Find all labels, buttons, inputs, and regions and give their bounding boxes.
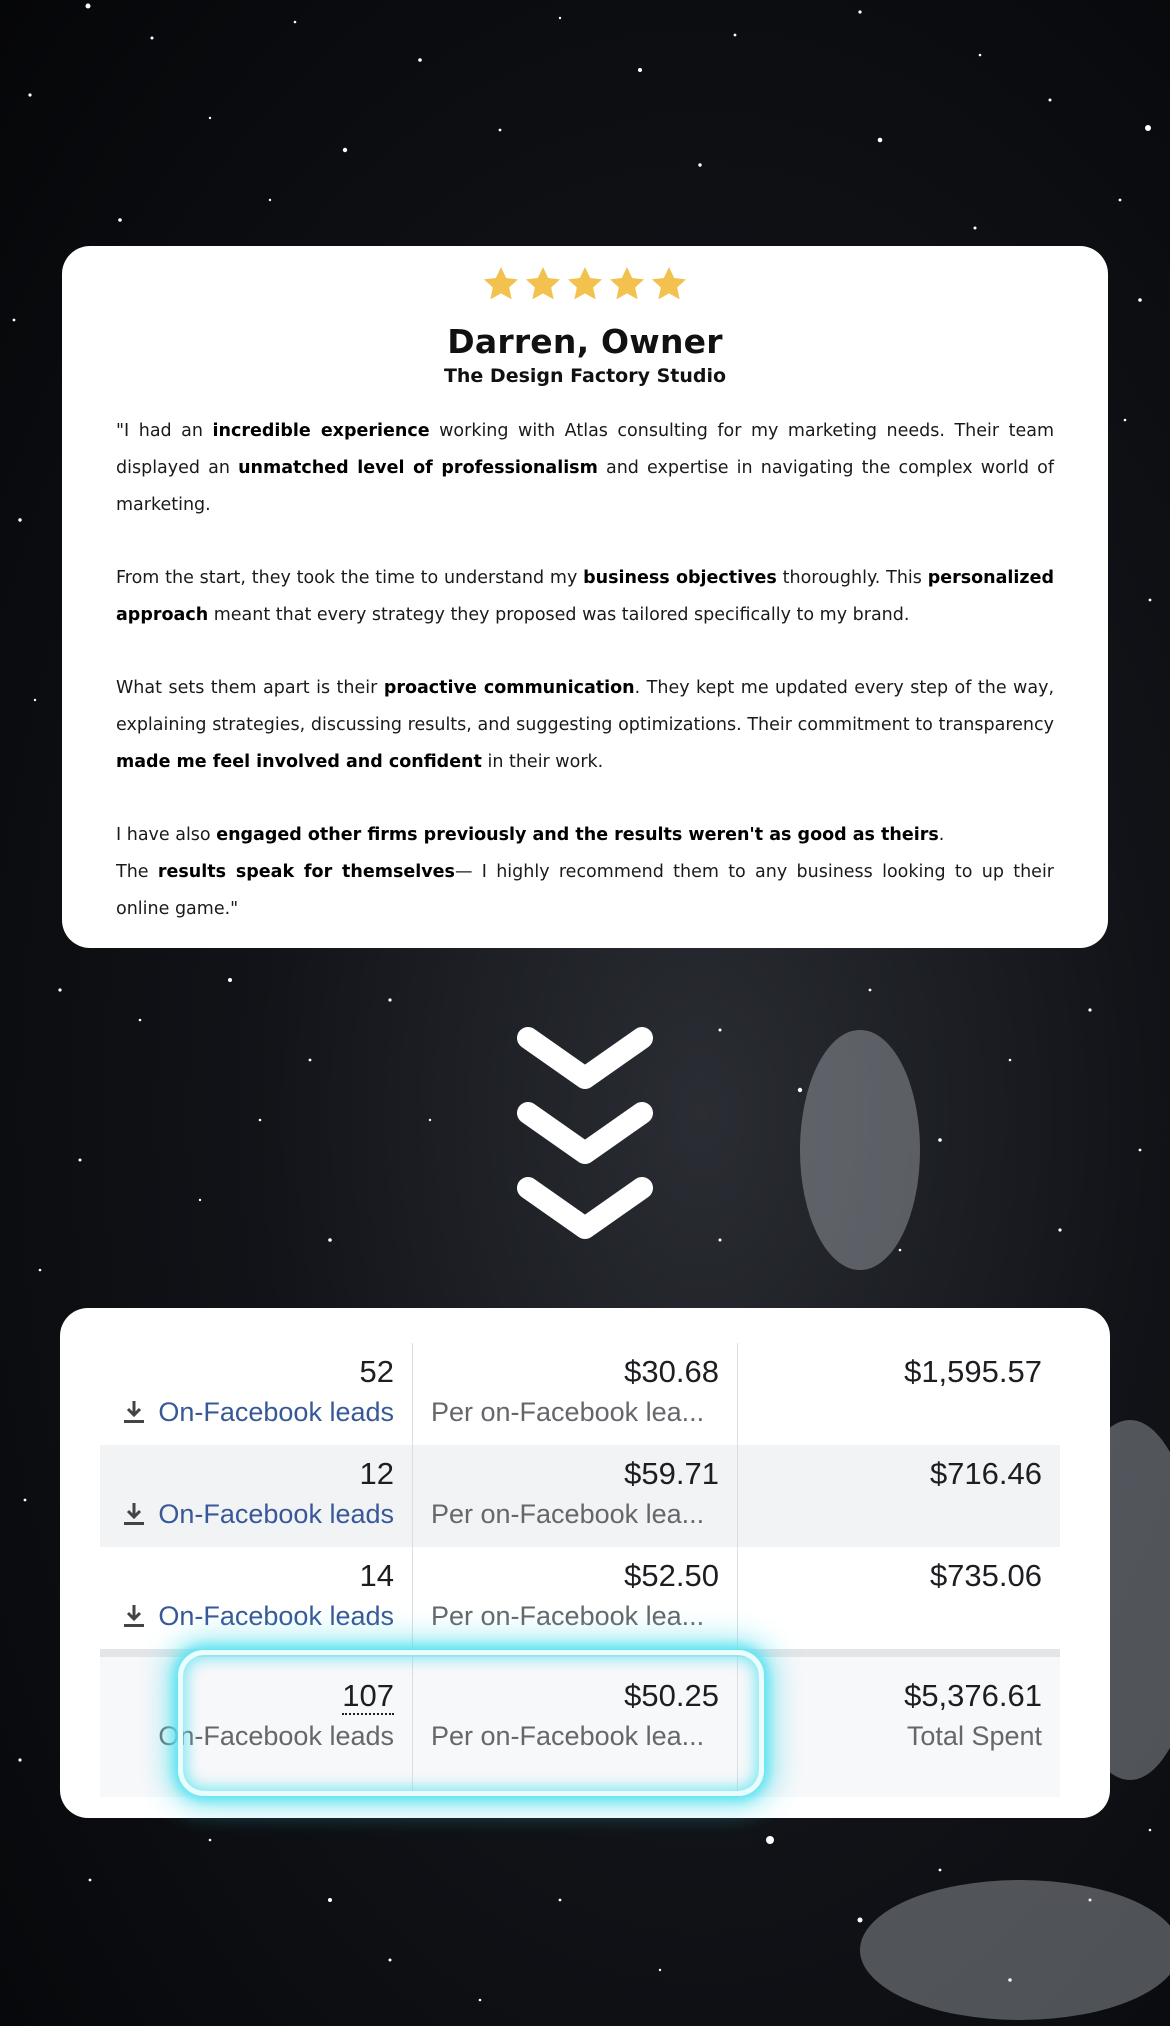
testimonial-paragraph: From the start, they took the time to understand my business objectives thoroughly. This personalized approach meant that every strategy they proposed was tailored specifically to my brand. <box>116 568 1055 625</box>
spent-cell <box>738 1445 1060 1547</box>
testimonial-paragraph: "I had an incredible experience working with Atlas consulting for my marketing needs. Their team displayed an unmatched level of professionalism and expertise in navigating the complex world of marketing. <box>116 421 1055 515</box>
testimonial-paragraph: I have also engaged other firms previously and the results weren't as good as theirs. <box>116 825 945 845</box>
star-icon <box>565 264 605 304</box>
total-spent-label: Total Spent <box>906 1721 1042 1751</box>
average-cost-label: Per on-Facebook lea... <box>431 1721 705 1751</box>
total-leads-label: On-Facebook leads <box>158 1721 394 1751</box>
amount-spent: $716.46 <box>929 1456 1042 1491</box>
on-facebook-leads-link[interactable]: On-Facebook leads <box>158 1397 394 1427</box>
testimonial-paragraph: What sets them apart is their proactive communication. They kept me updated every step of the way, explaining strategies, discussing results, and suggesting optimizations. Their commitment to transparency made me feel involved and confident in their work. <box>116 678 1055 772</box>
download-icon[interactable] <box>122 1501 146 1527</box>
total-leads-count[interactable]: 107 <box>342 1678 394 1713</box>
leads-count: 12 <box>359 1456 394 1491</box>
spent-cell <box>738 1343 1060 1445</box>
cost-per-lead: $52.50 <box>624 1558 719 1593</box>
leads-cell <box>100 1547 413 1649</box>
star-icon <box>481 264 521 304</box>
leads-count: 52 <box>359 1354 394 1389</box>
cost-per-lead-label: Per on-Facebook lea... <box>431 1397 705 1427</box>
cost-per-lead: $30.68 <box>624 1354 719 1389</box>
table-row <box>100 1343 1060 1445</box>
on-facebook-leads-link[interactable]: On-Facebook leads <box>158 1499 394 1529</box>
testimonial-card <box>62 246 1108 948</box>
on-facebook-leads-link[interactable]: On-Facebook leads <box>158 1601 394 1631</box>
cost-per-lead-label: Per on-Facebook lea... <box>431 1601 705 1631</box>
cost-cell <box>413 1547 738 1649</box>
amount-spent: $1,595.57 <box>904 1354 1042 1389</box>
testimonial-text <box>116 413 1054 928</box>
average-cost-per-lead: $50.25 <box>624 1678 719 1713</box>
highlight-box <box>178 1650 764 1796</box>
download-icon[interactable] <box>122 1603 146 1629</box>
cost-per-lead: $59.71 <box>624 1456 719 1491</box>
star-icon <box>649 264 689 304</box>
leads-count: 14 <box>359 1558 394 1593</box>
table-row <box>100 1547 1060 1649</box>
cost-cell <box>413 1445 738 1547</box>
triple-chevron-down-icon <box>512 1010 658 1250</box>
amount-spent: $735.06 <box>929 1558 1042 1593</box>
reviewer-name: Darren, Owner <box>447 322 723 361</box>
table-row <box>100 1445 1060 1547</box>
leads-cell <box>100 1445 413 1547</box>
total-spent-cell <box>738 1657 1060 1797</box>
reviewer-company: The Design Factory Studio <box>443 365 727 387</box>
download-icon[interactable] <box>122 1399 146 1425</box>
leads-cell <box>100 1343 413 1445</box>
total-spent: $5,376.61 <box>904 1678 1042 1713</box>
cost-per-lead-label: Per on-Facebook lea... <box>431 1499 705 1529</box>
star-icon <box>607 264 647 304</box>
cost-cell <box>413 1343 738 1445</box>
star-icon <box>523 264 563 304</box>
testimonial-paragraph: The results speak for themselves— I highly recommend them to any business looking to up their online game." <box>116 862 1054 919</box>
rating-stars <box>116 264 1054 310</box>
spent-cell <box>738 1547 1060 1649</box>
